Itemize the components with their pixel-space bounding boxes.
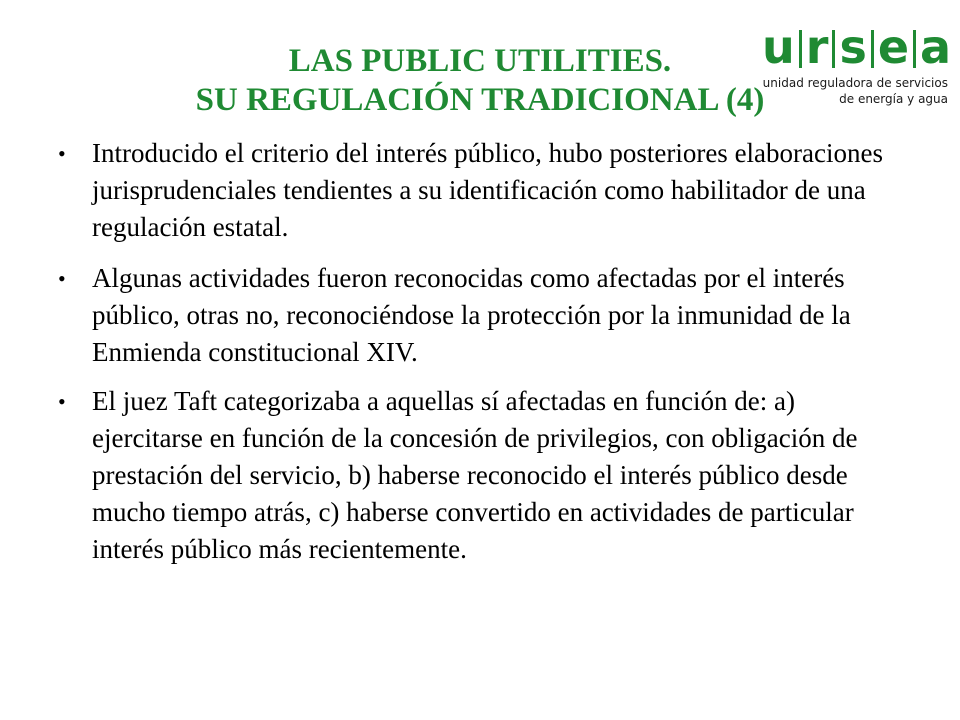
slide-title bbox=[120, 42, 840, 120]
logo-letter-u: u bbox=[762, 20, 795, 74]
bullet-item bbox=[58, 260, 898, 371]
logo-divider bbox=[913, 30, 916, 68]
ursea-logo bbox=[762, 20, 952, 106]
bullet-marker: • bbox=[58, 141, 66, 166]
logo-letter-a: a bbox=[920, 20, 952, 74]
logo-tagline-line-1: unidad reguladora de servicios bbox=[762, 76, 948, 90]
title-line-1: LAS PUBLIC UTILITIES. bbox=[288, 43, 672, 79]
logo-divider bbox=[832, 30, 835, 68]
logo-divider bbox=[871, 30, 874, 68]
logo-tagline-line-2: de energía y agua bbox=[839, 92, 948, 106]
bullet-item bbox=[58, 383, 898, 568]
bullet-text: El juez Taft categorizaba a aquellas sí afectadas en función de: a) ejercitarse en función de la concesión de privilegios, con obligación de prestación del servicio, b) haberse reconocido el interés público desde mucho tiempo atrás, c) haberse convertido en actividades de particular interés público más recientemente. bbox=[92, 386, 858, 564]
logo-divider bbox=[799, 30, 802, 68]
logo-wordmark bbox=[762, 20, 952, 74]
title-line-2: SU REGULACIÓN TRADICIONAL (4) bbox=[195, 82, 765, 118]
logo-letter-r: r bbox=[805, 20, 829, 74]
logo-letter-s: s bbox=[839, 20, 867, 74]
bullet-list bbox=[58, 135, 898, 582]
bullet-text: Introducido el criterio del interés público, hubo posteriores elaboraciones jurisprudenciales tendientes a su identificación como habilitador de una regulación estatal. bbox=[92, 138, 883, 242]
bullet-marker: • bbox=[58, 266, 66, 291]
logo-letter-e: e bbox=[877, 20, 910, 74]
bullet-text: Algunas actividades fueron reconocidas como afectadas por el interés público, otras no, reconociéndose la protección por la inmunidad de la Enmienda constitucional XIV. bbox=[92, 263, 851, 367]
bullet-marker: • bbox=[58, 389, 66, 414]
bullet-item bbox=[58, 135, 898, 246]
